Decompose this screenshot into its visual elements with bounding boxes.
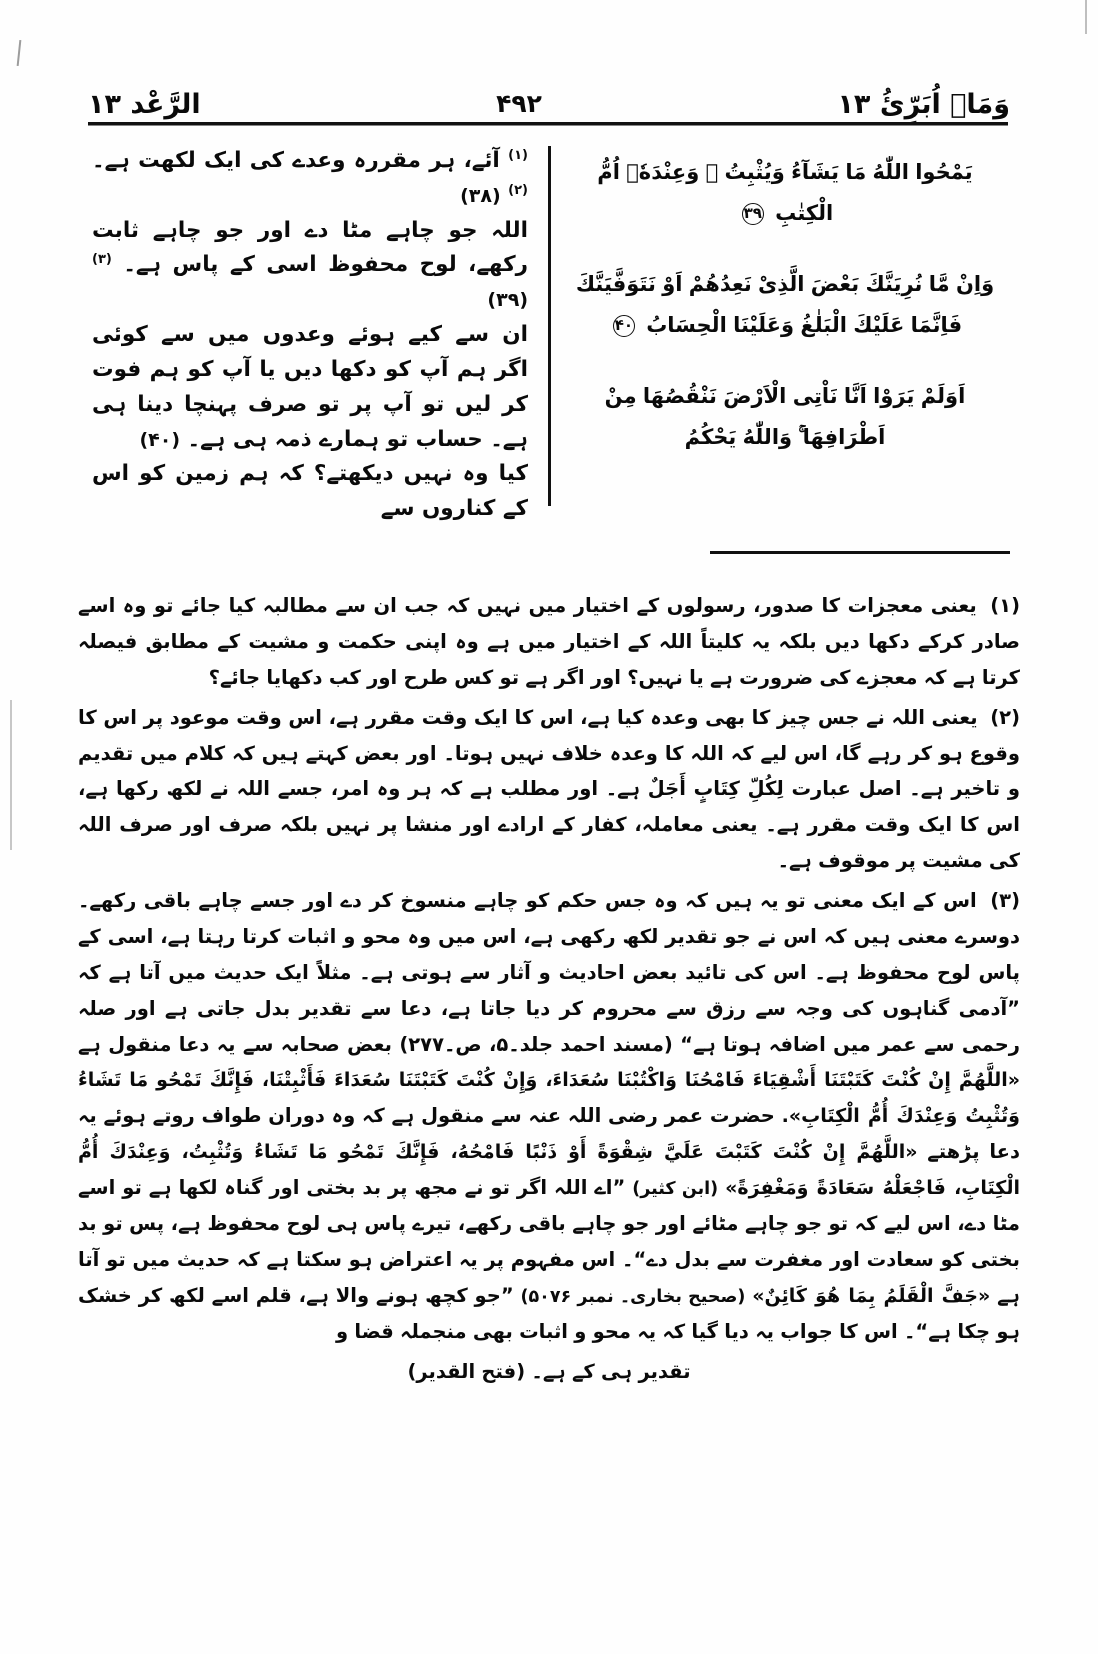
footnote-2-marker: (٢) [990,705,1020,729]
footnote-3-arabic-dua-1: «اللَّهُمَّ إِنْ كُنْتَ كَتَبْتَنَا أَشْقِيَاءَ فَامْحُنَا وَاكْتُبْنَا سُعَدَاءَ، وَإِنْ كُنْتَ كَتَبْتَنَا سُعَدَاءَ فَأَثْبِتْنَا، فَإِنَّكَ تَمْحُو مَا تَشَاءُ وَتُثْبِتُ وَعِنْدَكَ أُمُّ الْكِتَابِ». [78,1069,1020,1128]
translation-text-40: ان سے کیے ہوئے وعدوں میں سے کوئی اگر ہم آپ کو دکھا دیں یا آپ کو ہم فوت کر لیں تو آپ پر تو صرف پہنچا دینا ہی ہے۔ حساب تو ہمارے ذمہ ہی ہے۔ [92,322,528,452]
translation-text-39: اللہ جو چاہے مٹا دے اور جو چاہے ثابت رکھے، لوح محفوظ اسی کے پاس ہے۔ [92,217,528,278]
footnote-2-text: یعنی اللہ نے جس چیز کا بھی وعدہ کیا ہے، اس کا ایک وقت مقرر ہے، اس وقت موعود پر اس کا وقوع ہو کر رہے گا، اس لیے کہ اللہ کا وعدہ خلاف نہیں ہوتا۔ اور بعض کہتے ہیں کہ کلام میں تقدیم و تاخیر ہے۔ اصل عبارت لِكُلِّ كِتَابٍ أَجَلٌ ہے۔ اور مطلب ہے کہ ہر وہ امر، جسے اللہ نے لکھ رکھا ہے، اس کا ایک وقت مقرر ہے۔ یعنی معاملہ، کفار کے ارادے اور منشا پر نہیں بلکہ صرف اور صرف اللہ کی مشیت پر موقوف ہے۔ [78,705,1020,873]
translation-line-38 [92,144,528,214]
footnote-2 [78,700,1020,879]
footnote-3-source-ibn-kathir: (ابن کثیر) [632,1179,719,1200]
scan-artifact [1085,0,1087,34]
footnote-3-arabic-dua-2: «اللَّهُمَّ إِنْ كُنْتَ كَتَبْتَ عَلَيَّ شِقْوَةً أَوْ ذَنْبًا فَامْحُهُ، فَإِنَّكَ تَمْحُو مَا تَشَاءُ وَتُثْبِتُ، وَعِنْدَكَ أُمُّ الْكِتَابِ، فَاجْعَلْهُ سَعَادَةً وَمَغْفِرَةً» [78,1141,1020,1200]
footnotes-section [78,588,1020,1394]
footnote-ref-1: (١) [508,147,528,163]
ayah-39-number: ۳۹ [742,203,764,225]
scan-artifact [17,40,22,66]
header-rule-thin [88,125,1008,126]
footnote-1-text: یعنی معجزات کا صدور، رسولوں کے اختیار میں نہیں کہ جب ان سے مطالبہ کیا جائے تو وہ اسے صادر کرکے دکھا دیں بلکہ یہ کلیتاً اللہ کے اختیار میں ہے وہ اپنی حکمت و مشیت کے مطابق فیصلہ کرتا ہے کہ معجزے کی ضرورت ہے یا نہیں؟ اور اگر ہے تو کس طرح اور کب دکھایا جائے؟ [78,594,1020,689]
footnote-separator [710,551,1010,554]
ayah-40 [568,264,1002,346]
scripture-band [88,138,1008,522]
ayah-40-text: وَاِنْ مَّا نُرِيَنَّكَ بَعْضَ الَّذِىْ نَعِدُهُمْ اَوْ نَتَوَفَّيَنَّكَ فَاِنَّمَا عَلَيْكَ الْبَلٰغُ وَعَلَيْنَا الْحِسَابُ [575,271,995,337]
footnote-1-marker: (١) [990,594,1020,617]
footnote-3-marker: (٣) [990,889,1020,912]
translation-text-41: کیا وہ نہیں دیکھتے؟ کہ ہم زمین کو اس کے کناروں سے [92,461,528,522]
verse-number-39: (۳۹) [487,289,528,312]
header-juz-label: وَمَاۤ اُبَرِّئُ ١٣ [837,89,1010,120]
ayah-41-partial [568,376,1002,458]
scan-artifact [10,700,12,850]
translation-line-41-partial [92,457,528,527]
footnote-1 [78,588,1020,696]
page-number: ۴۹۲ [496,89,542,118]
footnote-3-tail [78,1354,1020,1390]
ayah-41-text: اَوَلَمْ يَرَوْا اَنَّا نَاْتِى الْاَرْضَ نَنْقُصُهَا مِنْ اَطْرَافِهَا ۚ وَاللّٰهُ يَحْكُمُ [604,383,966,449]
verse-number-38: (۳۸) [460,184,501,207]
running-header [88,62,1010,118]
footnote-3-text-4: ”جو کچھ ہونے والا ہے، قلم اسے لکھ کر خشک ہو چکا ہے“۔ اس کا جواب یہ دیا گیا کہ یہ محو و اثبات بھی منجملہ قضا و [78,1283,1020,1343]
footnote-3-arabic-hadith: «جَفَّ الْقَلَمُ بِمَا هُوَ كَائِنٌ» [752,1284,991,1307]
footnote-3-tail-text: تقدیر ہی کے ہے۔ (فتح القدیر) [407,1359,691,1383]
translation-line-40 [92,318,528,457]
ayah-40-number: ۴۰ [613,315,635,337]
footnote-ref-2: (٢) [508,182,528,198]
arabic-column [546,138,1008,518]
verse-number-40: (۴۰) [139,428,181,451]
header-surah-label: الرَّعْد ١٣ [88,89,201,120]
footnote-3-text-3: ”اے اللہ اگر تو نے مجھ پر بد بختی اور گناہ لکھا ہے تو اسے مٹا دے، اس لیے کہ تو جو چاہے مٹائے اور جو چاہے باقی رکھے، تیرے پاس ہی لوح محفوظ ہے، پس تو بد بختی کو سعادت اور مغفرت سے بدل دے“۔ اس مفہوم پر یہ اعتراض ہو سکتا ہے کہ حدیث میں تو آتا ہے [78,1176,1020,1307]
urdu-translation-column [88,138,546,522]
ayah-39 [568,152,1002,234]
ayah-39-text: يَمْحُوا اللّٰهُ مَا يَشَآءُ وَيُثْبِتُ ۖ وَعِنْدَهٗۤ اُمُّ الْكِتٰبِ [597,160,973,225]
footnote-3 [78,883,1020,1350]
footnote-ref-3: (٣) [92,252,112,268]
footnote-3-source-bukhari: (صحیح بخاری۔ نمبر ۵۰۷۶) [520,1286,746,1307]
translation-line-39 [92,214,528,318]
footnote-3-text-2: حضرت عمر رضی اللہ عنہ سے منقول ہے کہ وہ دوران طواف روتے ہوئے یہ دعا پڑھتے [78,1104,1020,1164]
translation-text-38: آئے، ہر مقررہ وعدے کی ایک لکھت ہے۔ [92,148,500,173]
footnote-3-text: اس کے ایک معنی تو یہ ہیں کہ وہ جس حکم کو چاہے منسوخ کر دے اور جسے چاہے باقی رکھے۔ دوسرے معنی ہیں کہ اس نے جو تقدیر لکھ رکھی ہے، اس میں وہ محو و اثبات کرتا رہتا ہے، اسی کے پاس لوح محفوظ ہے۔ اس کی تائید بعض احادیث و آثار سے ہوتی ہے۔ مثلاً ایک حدیث میں آتا ہے کہ ”آدمی گناہوں کی وجہ سے رزق سے محروم کر دیا جاتا ہے، دعا سے تقدیر بدل جاتی ہے اور صلہ رحمی سے عمر میں اضافہ ہوتا ہے“ (مسند احمد جلد۔۵، ص۔۲۷۷) بعض صحابہ سے یہ دعا منقول ہے [78,889,1020,1056]
